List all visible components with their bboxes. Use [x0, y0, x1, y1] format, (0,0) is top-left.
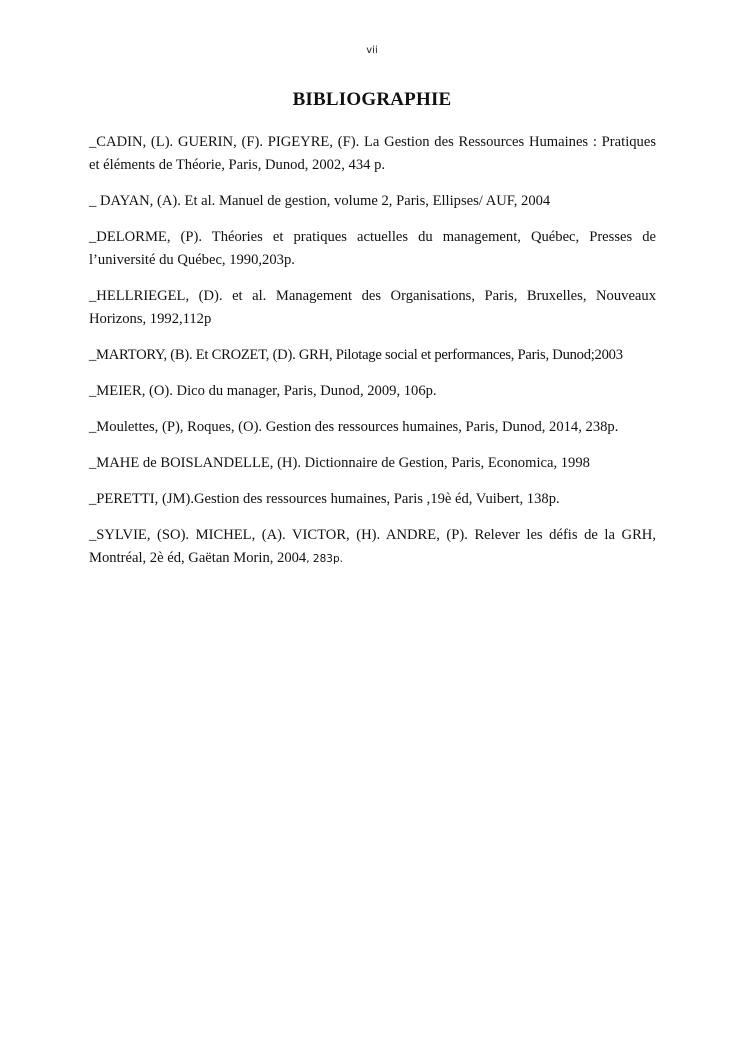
bibliography-entry: [89, 226, 656, 272]
bibliography-entry: [89, 190, 656, 213]
entry-text: _PERETTI, (JM).Gestion des ressources humaines, Paris ,19è éd, Vuibert, 138p.: [89, 491, 560, 507]
entry-text: _HELLRIEGEL, (D). et al. Management des Organisations, Paris, Bruxelles, Nouveaux Horizons, 1992,112p: [89, 288, 656, 327]
bibliography-entry: [89, 488, 656, 511]
bibliography-entry: [89, 285, 656, 331]
entry-text: _Moulettes, (P), Roques, (O). Gestion des ressources humaines, Paris, Dunod, 2014, 238p.: [89, 419, 619, 435]
bibliography-entry: [89, 344, 656, 367]
entry-text: _SYLVIE, (SO). MICHEL, (A). VICTOR, (H). ANDRE, (P). Relever les défis de la GRH, Montréal, 2è éd, Gaëtan Morin, 2004: [89, 527, 656, 566]
entry-text: _DELORME, (P). Théories et pratiques actuelles du management, Québec, Presses de l’université du Québec, 1990,203p.: [89, 229, 656, 268]
page-number: vii: [366, 45, 378, 56]
entry-text: _CADIN, (L). GUERIN, (F). PIGEYRE, (F). La Gestion des Ressources Humaines : Pratiques et éléments de Théorie, Paris, Dunod, 2002, 434 p.: [89, 134, 656, 173]
entry-text: _MAHE de BOISLANDELLE, (H). Dictionnaire de Gestion, Paris, Economica, 1998: [89, 455, 590, 471]
entry-text: _MARTORY, (B). Et CROZET, (D). GRH, Pilotage social et performances, Paris, Dunod;2003: [89, 347, 623, 363]
bibliography-entry: [89, 524, 656, 571]
entry-text: _MEIER, (O). Dico du manager, Paris, Dunod, 2009, 106p.: [89, 383, 437, 399]
bibliography-entry: [89, 380, 656, 403]
entry-tail: , 283p.: [306, 553, 343, 565]
bibliography-entry: [89, 416, 656, 439]
bibliography-list: [89, 131, 656, 584]
entry-text: _ DAYAN, (A). Et al. Manuel de gestion, volume 2, Paris, Ellipses/ AUF, 2004: [89, 193, 551, 209]
bibliography-entry: [89, 452, 656, 475]
bibliography-entry: [89, 131, 656, 177]
page-title: BIBLIOGRAPHIE: [292, 89, 452, 110]
